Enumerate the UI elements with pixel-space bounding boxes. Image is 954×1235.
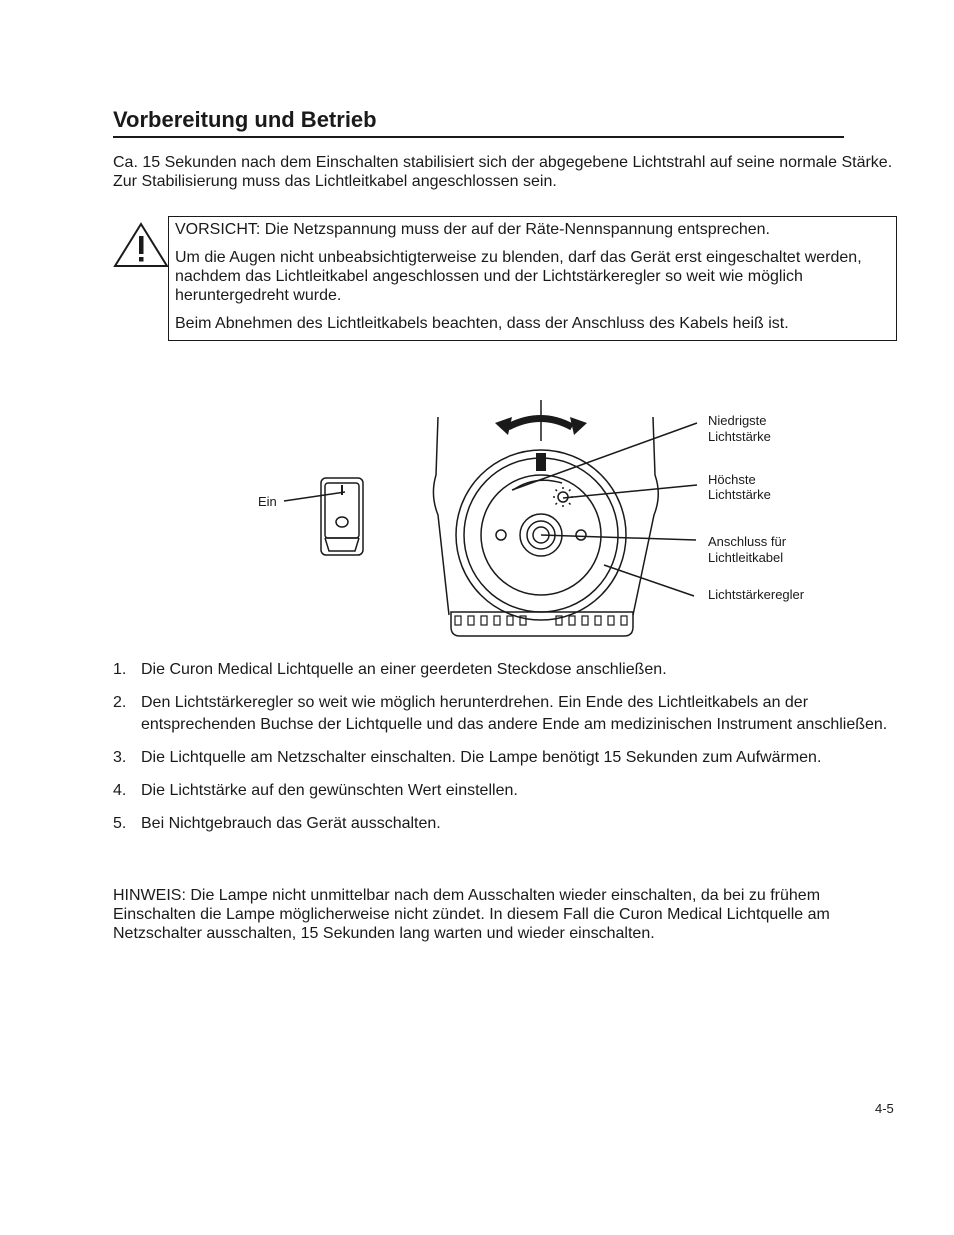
note-paragraph: HINWEIS: Die Lampe nicht unmittelbar nach dem Ausschalten wieder einschalten, da bei zu frühem Einschalten die Lampe möglicherweise nicht zündet. In diesem Fall die Curon Medical Lichtquelle am Netzschalter ausschalten, 15 Sekunden lang warten und wieder einschalten. <box>113 887 830 942</box>
label-cable-port: Lichtleitkabel <box>708 550 784 565</box>
step-text: Die Lichtquelle am Netzschalter einschalten. Die Lampe benötigt 15 Sekunden zum Aufwärmen. <box>141 749 822 766</box>
label-highest-intensity: Lichtstärke <box>708 487 771 502</box>
label-lowest-intensity: Lichtstärke <box>708 429 771 444</box>
list-item <box>113 692 903 736</box>
intro-paragraph: Ca. 15 Sekunden nach dem Einschalten stabilisiert sich der abgegebene Lichtstrahl auf seine normale Stärke. Zur Stabilisierung muss das Lichtleitkabel angeschlossen sein. <box>113 154 893 190</box>
list-item <box>113 780 903 802</box>
caution-text: Beim Abnehmen des Lichtleitkabels beachten, dass der Anschluss des Kabels heiß ist. <box>175 315 789 332</box>
list-item <box>113 813 903 835</box>
label-intensity-knob: Lichtstärkeregler <box>708 587 805 602</box>
step-text: Die Curon Medical Lichtquelle an einer geerdeten Steckdose anschließen. <box>141 661 667 678</box>
caution-text: VORSICHT: Die Netzspannung muss der auf der Räte-Nennspannung entsprechen. <box>175 221 770 238</box>
step-number: 1. <box>113 661 127 678</box>
label-ein: Ein <box>258 494 277 509</box>
caution-box <box>168 216 897 341</box>
power-switch-icon <box>321 478 363 555</box>
device-front-panel-illustration <box>250 395 850 645</box>
step-text: Bei Nichtgebrauch das Gerät ausschalten. <box>141 815 441 832</box>
step-number: 4. <box>113 782 127 799</box>
step-number: 3. <box>113 749 127 766</box>
rotation-arrow-icon <box>508 400 572 441</box>
instruction-list <box>113 659 903 846</box>
label-cable-port: Anschluss für <box>708 534 787 549</box>
list-item <box>113 747 903 769</box>
warning-triangle-icon <box>113 222 169 268</box>
label-highest-intensity: Höchste <box>708 472 756 487</box>
step-text: Die Lichtstärke auf den gewünschten Wert einstellen. <box>141 782 518 799</box>
step-number: 2. <box>113 694 127 711</box>
step-text: Den Lichtstärkeregler so weit wie möglich herunterdrehen. Ein Ende des Lichtleitkabels an der entsprechenden Buchse der Lichtquelle und das andere Ende am medizinischen Instrument anschließen. <box>141 694 888 733</box>
label-lowest-intensity: Niedrigste <box>708 413 767 428</box>
list-item <box>113 659 903 681</box>
caution-text: Um die Augen nicht unbeabsichtigterweise zu blenden, darf das Gerät erst eingeschaltet werden, nachdem das Lichtleitkabel angeschlossen und der Lichtstärkeregler so weit wie möglich heruntergedreht wurde. <box>175 249 862 304</box>
page-title: Vorbereitung und Betrieb <box>113 106 844 138</box>
page-number: 4-5 <box>875 1101 894 1116</box>
step-number: 5. <box>113 815 127 832</box>
